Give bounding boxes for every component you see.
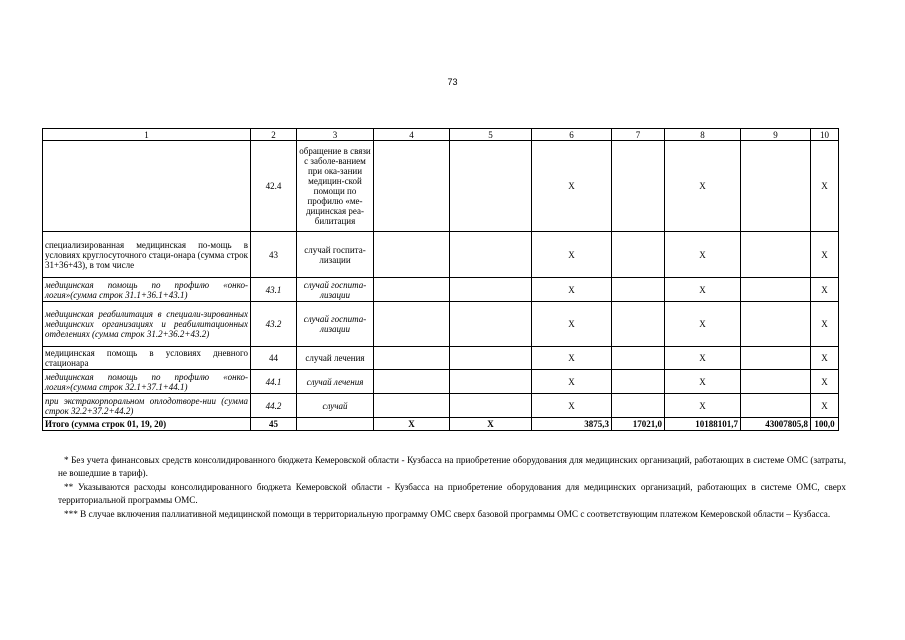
column-header: 1 (43, 129, 251, 141)
row-number: 44.1 (251, 370, 297, 394)
cell (741, 347, 811, 370)
column-header: 6 (532, 129, 612, 141)
cell (374, 302, 450, 347)
row-name: медицинская помощь по профилю «онко-логия»(сумма строк 31.1+36.1+43.1) (43, 278, 251, 302)
cell (374, 141, 450, 232)
cell (612, 232, 665, 278)
cell (374, 232, 450, 278)
cell (374, 370, 450, 394)
cell: Х (532, 302, 612, 347)
cell (450, 347, 532, 370)
table-row (43, 232, 839, 278)
page-number: 73 (447, 77, 458, 87)
table-row (43, 394, 839, 418)
cell (741, 370, 811, 394)
cell: 10188101,7 (665, 418, 741, 431)
cell (374, 278, 450, 302)
cell: Х (665, 370, 741, 394)
row-number: 43.1 (251, 278, 297, 302)
footnote: * Без учета финансовых средств консолидированного бюджета Кемеровской области - Кузбасса на приобретение оборудования для медицинских организаций, работающих в системе ОМС (затраты, не вошедшие в тариф). (58, 455, 846, 478)
footnote: ** Указываются расходы консолидированного бюджета Кемеровской области - Кузбасса на приобретение оборудования для медицинских организаций, работающих в системе ОМС, сверх территориальной программы ОМС. (58, 482, 846, 505)
cell (374, 347, 450, 370)
cell: Х (811, 141, 839, 232)
column-header: 3 (297, 129, 374, 141)
cell: 100,0 (811, 418, 839, 431)
cell (450, 394, 532, 418)
cell (374, 394, 450, 418)
cell (612, 347, 665, 370)
cell: Х (532, 232, 612, 278)
column-header: 2 (251, 129, 297, 141)
cell (741, 302, 811, 347)
row-number: 43 (251, 232, 297, 278)
cell (450, 278, 532, 302)
footnote: *** В случае включения паллиативной медицинской помощи в территориальную программу ОМС сверх базовой программы ОМС с соответствующим платежом Кемеровской области – Кузбасса. (64, 509, 831, 519)
cell (612, 141, 665, 232)
cell (741, 232, 811, 278)
cell (612, 370, 665, 394)
cell: Х (665, 347, 741, 370)
cell (450, 302, 532, 347)
column-header: 10 (811, 129, 839, 141)
cell: 3875,3 (532, 418, 612, 431)
cell: Х (665, 278, 741, 302)
column-header: 4 (374, 129, 450, 141)
column-header: 5 (450, 129, 532, 141)
cell: Х (811, 232, 839, 278)
cell: Х (811, 347, 839, 370)
table-row (43, 370, 839, 394)
cell: Х (532, 141, 612, 232)
cell: Х (532, 370, 612, 394)
cell: 17021,0 (612, 418, 665, 431)
cell (450, 370, 532, 394)
row-name (43, 141, 251, 232)
footnotes (58, 454, 846, 522)
column-header: 8 (665, 129, 741, 141)
table-row (43, 347, 839, 370)
row-name: при экстракорпоральном оплодотворе-нии (сумма строк 32.2+37.2+44.2) (43, 394, 251, 418)
row-number: 42.4 (251, 141, 297, 232)
cell: Х (811, 370, 839, 394)
cell: Х (665, 394, 741, 418)
cell (450, 232, 532, 278)
cell: Х (532, 394, 612, 418)
cell (612, 278, 665, 302)
financing-table (42, 128, 839, 431)
cell: Х (811, 302, 839, 347)
column-numbers-row (43, 129, 839, 141)
total-row (43, 418, 839, 431)
cell: Х (665, 141, 741, 232)
cell: Х (811, 278, 839, 302)
cell: 43007805,8 (741, 418, 811, 431)
cell: Х (665, 302, 741, 347)
cell: Х (811, 394, 839, 418)
row-unit: случай госпита-лизации (297, 232, 374, 278)
cell: Х (532, 347, 612, 370)
row-name: медицинская реабилитация в специали-зированных медицинских организациях и реабилитационных отделениях (сумма строк 31.2+36.2+43.2) (43, 302, 251, 347)
row-number: 44.2 (251, 394, 297, 418)
row-unit: случай госпита-лизации (297, 302, 374, 347)
table-row (43, 278, 839, 302)
cell: Х (665, 232, 741, 278)
cell: Х (450, 418, 532, 431)
row-unit (297, 418, 374, 431)
row-number: 43.2 (251, 302, 297, 347)
cell (450, 141, 532, 232)
cell (612, 394, 665, 418)
row-unit: случай (297, 394, 374, 418)
column-header: 9 (741, 129, 811, 141)
cell (741, 141, 811, 232)
row-unit: случай лечения (297, 370, 374, 394)
cell (612, 302, 665, 347)
row-unit: случай лечения (297, 347, 374, 370)
row-name: медицинская помощь по профилю «онко-логия»(сумма строк 32.1+37.1+44.1) (43, 370, 251, 394)
table-row (43, 141, 839, 232)
column-header: 7 (612, 129, 665, 141)
row-name: медицинская помощь в условиях дневного стационара (43, 347, 251, 370)
row-number: 45 (251, 418, 297, 431)
cell (741, 278, 811, 302)
row-unit: случай госпита-лизации (297, 278, 374, 302)
row-number: 44 (251, 347, 297, 370)
cell (741, 394, 811, 418)
total-label: Итого (сумма строк 01, 19, 20) (43, 418, 251, 431)
table-row (43, 302, 839, 347)
row-unit: обращение в связи с заболе-ванием при ока-зании медицин-ской помощи по профилю «ме-дицинская реа-билитация (297, 141, 374, 232)
row-name: специализированная медицинская по-мощь в условиях круглосуточного стаци-онара (сумма строк 31+36+43), в том числе (43, 232, 251, 278)
cell: Х (532, 278, 612, 302)
cell: Х (374, 418, 450, 431)
